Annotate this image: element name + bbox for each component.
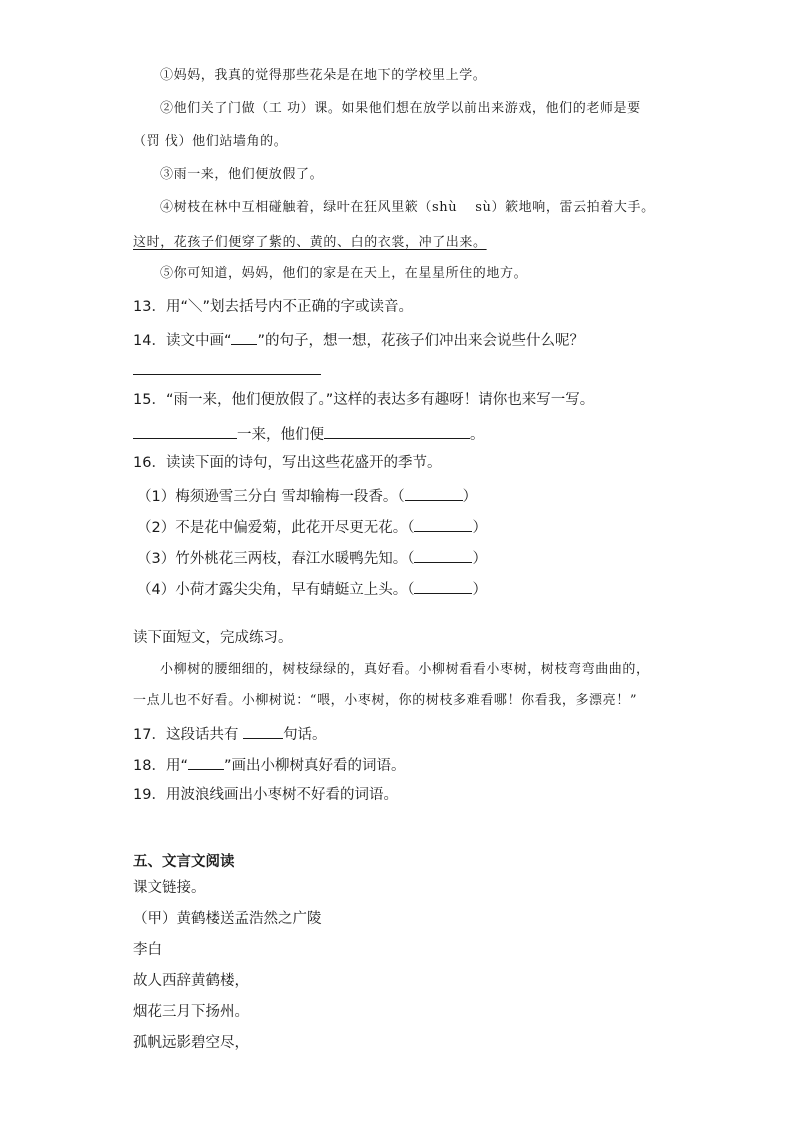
poem-line-3: （3）竹外桃花三两枝，春江水暖鸭先知。（ — [137, 551, 415, 567]
question-13: 13．用“＼”划去括号内不正确的字或读音。 — [133, 299, 413, 315]
passage1-underlined-sentence: 这时，花孩子们便穿了紫的、黄的、白的衣裳，冲了出来。 — [133, 235, 487, 250]
question-16-item-3 — [137, 546, 487, 569]
question-15: 15．“雨一来，他们便放假了。”这样的表达多有趣呀！请你也来写一写。 — [133, 392, 595, 408]
poem-title: （甲）黄鹤楼送孟浩然之广陵 — [133, 911, 322, 927]
underline-sample — [188, 753, 224, 770]
answer-blank-16-2[interactable] — [414, 515, 472, 532]
answer-blank-16-3[interactable] — [414, 546, 472, 563]
close-paren: ） — [472, 520, 487, 536]
question-18 — [133, 753, 405, 776]
question-19: 19．用波浪线画出小枣树不好看的词语。 — [133, 787, 398, 803]
passage1-line-7: ⑤你可知道，妈妈，他们的家是在天上，在星星所住的地方。 — [160, 266, 528, 281]
passage1-line-5-part-a: ④树枝在林中互相碰触着，绿叶在狂风里簌（shù — [160, 200, 458, 215]
question-16-item-4 — [137, 577, 487, 600]
question-16: 16．读读下面的诗句，写出这些花盛开的季节。 — [133, 455, 442, 471]
question-17-part-b: 句话。 — [283, 727, 327, 743]
passage1-line-1: ①妈妈，我真的觉得那些花朵是在地下的学校里上学。 — [160, 68, 487, 83]
answer-blank-15-b[interactable] — [324, 422, 470, 439]
question-15-fill-text: 一来，他们便 — [237, 427, 324, 443]
close-paren: ） — [462, 489, 478, 505]
answer-blank-15-a[interactable] — [133, 422, 237, 439]
question-17-part-a: 17．这段话共有 — [133, 727, 244, 743]
question-14-part-b: ”的句子，想一想，花孩子们冲出来会说些什么呢？ — [257, 333, 584, 349]
passage2-line-1: 小柳树的腰细细的，树枝绿绿的，真好看。小柳树看看小枣树，树枝弯弯曲曲的， — [160, 662, 650, 677]
answer-blank-16-4[interactable] — [414, 577, 472, 594]
poem-line-2: （2）不是花中偏爱菊，此花开尽更无花。（ — [137, 520, 415, 536]
question-18-part-b: ”画出小柳树真好看的词语。 — [223, 758, 406, 774]
passage1-line-5-part-b: sù）簌地响，雷云拍着大手。 — [475, 200, 655, 215]
question-15-fill-end: 。 — [470, 427, 485, 443]
poem-line-1: （1）梅须逊雪三分白 雪却输梅一段香。（ — [137, 489, 405, 505]
poem-line-4: （4）小荷才露尖尖角，早有蜻蜓立上头。（ — [137, 582, 415, 598]
question-16-item-2 — [137, 515, 487, 538]
poem-verse-3: 孤帆远影碧空尽， — [133, 1035, 249, 1051]
poet-name: 李白 — [133, 942, 162, 958]
answer-blank-16-1[interactable] — [405, 484, 463, 501]
passage2-line-2: 一点儿也不好看。小柳树说：“喂，小枣树，你的树枝多难看哪！你看我，多漂亮！” — [133, 693, 638, 708]
close-paren: ） — [472, 582, 487, 598]
answer-blank-17[interactable] — [243, 722, 283, 739]
instruction-2: 读下面短文，完成练习。 — [133, 630, 293, 646]
poem-verse-1: 故人西辞黄鹤楼， — [133, 973, 249, 989]
question-14 — [133, 328, 584, 351]
section-5-heading: 五、文言文阅读 — [133, 854, 235, 870]
passage1-line-2: ②他们关了门做（工 功）课。如果他们想在放学以前出来游戏，他们的老师是要 — [160, 101, 641, 116]
underline-sample — [231, 328, 257, 345]
question-18-part-a: 18．用“ — [133, 758, 188, 774]
question-14-part-a: 14．读文中画“ — [133, 333, 232, 349]
question-15-fill — [133, 422, 485, 445]
close-paren: ） — [472, 551, 487, 567]
poem-verse-2: 烟花三月下扬州。 — [133, 1004, 249, 1020]
passage1-line-4: ③雨一来，他们便放假了。 — [160, 167, 324, 182]
passage1-line-5 — [160, 198, 655, 218]
question-17 — [133, 722, 327, 745]
question-16-item-1 — [137, 484, 477, 507]
answer-line-14[interactable] — [133, 358, 321, 375]
text-link-label: 课文链接。 — [133, 880, 206, 896]
passage1-line-3: （罚 伐）他们站墙角的。 — [133, 134, 288, 149]
